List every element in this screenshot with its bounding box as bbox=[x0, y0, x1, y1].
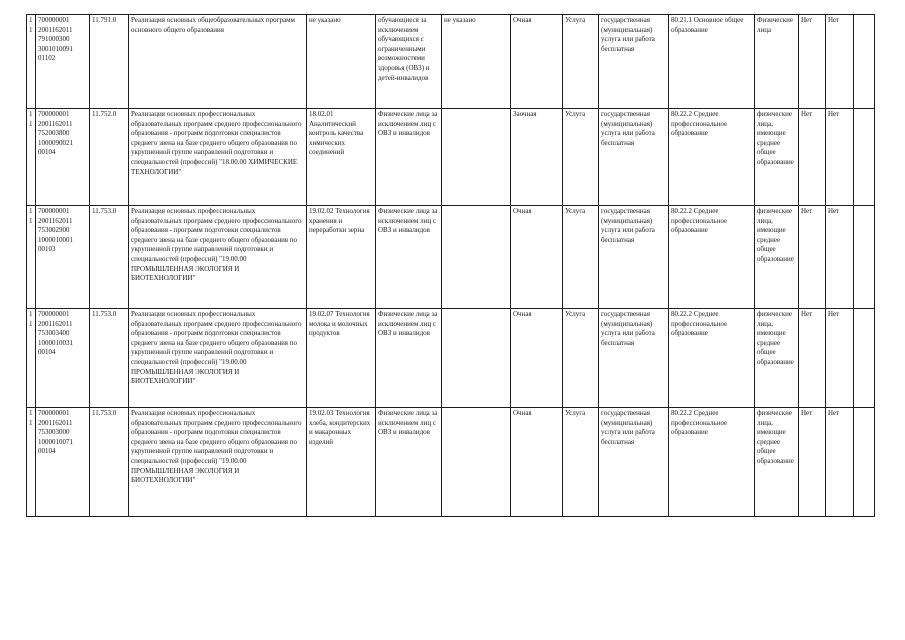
study-form: Заочная bbox=[511, 109, 563, 206]
consumers: физические лица, имеющие среднее общее образование bbox=[755, 408, 799, 517]
empty-cell bbox=[854, 309, 875, 408]
extra-indicator bbox=[442, 206, 511, 309]
row-number: 11 bbox=[27, 408, 36, 517]
specialty: 18.02.01 Аналитический контроль качества химических соединений bbox=[307, 109, 376, 206]
service-name: Реализация основных общеобразовательных программ основного общего образования bbox=[129, 15, 307, 109]
flag-2: Нет bbox=[826, 15, 854, 109]
consumer-category: Физические лица за исключением лиц с ОВЗ и инвалидов bbox=[376, 408, 442, 517]
payment-status: государственная (муниципальная) услуга или работа бесплатная bbox=[599, 109, 669, 206]
service-type: Услуга bbox=[563, 309, 599, 408]
service-name: Реализация основных профессиональных образовательных программ среднего профессионального образования - программ подготовки специалистов среднего звена на базе среднего общего образования по укрупненной группе направлений подготовки и специальностей (профессий) "19.00.00 ПРОМЫШЛЕННАЯ ЭКОЛОГИЯ И БИОТЕХНОЛОГИИ" bbox=[129, 206, 307, 309]
consumers: физические лица, имеющие среднее общее образование bbox=[755, 206, 799, 309]
flag-2: Нет bbox=[826, 408, 854, 517]
study-form: Очная bbox=[511, 206, 563, 309]
service-type: Услуга bbox=[563, 408, 599, 517]
registry-code: 700000001 2001162011 753003000 1000010071 00104 bbox=[36, 408, 90, 517]
specialty: не указано bbox=[307, 15, 376, 109]
okved-code: 11.753.0 bbox=[90, 408, 129, 517]
consumer-category: Физические лица за исключением лиц с ОВЗ и инвалидов bbox=[376, 109, 442, 206]
service-name: Реализация основных профессиональных образовательных программ среднего профессионального образования - программ подготовки специалистов среднего звена на базе среднего общего образования по укрупненной группе направлений подготовки и специальностей (профессий) "19.00.00 ПРОМЫШЛЕННАЯ ЭКОЛОГИЯ И БИОТЕХНОЛОГИИ" bbox=[129, 309, 307, 408]
consumers: Физические лица bbox=[755, 15, 799, 109]
flag-1: Нет bbox=[799, 309, 826, 408]
table-row bbox=[27, 109, 875, 206]
okpd-code: 80.21.1 Основное общее образование bbox=[669, 15, 755, 109]
flag-1: Нет bbox=[799, 15, 826, 109]
specialty: 19.02.03 Технология хлеба, кондитерских и макаронных изделий bbox=[307, 408, 376, 517]
table-row bbox=[27, 408, 875, 517]
payment-status: государственная (муниципальная) услуга или работа бесплатная bbox=[599, 15, 669, 109]
service-name: Реализация основных профессиональных образовательных программ среднего профессионального образования - программ подготовки специалистов среднего звена на базе среднего общего образования по укрупненной группе направлений подготовки и специальностей (профессий) "19.00.00 ПРОМЫШЛЕННАЯ ЭКОЛОГИЯ И БИОТЕХНОЛОГИИ" bbox=[129, 408, 307, 517]
flag-1: Нет bbox=[799, 109, 826, 206]
flag-2: Нет bbox=[826, 206, 854, 309]
row-number: 11 bbox=[27, 206, 36, 309]
flag-2: Нет bbox=[826, 309, 854, 408]
okpd-code: 80.22.2 Среднее профессиональное образование bbox=[669, 109, 755, 206]
consumer-category: Физические лица за исключением лиц с ОВЗ и инвалидов bbox=[376, 206, 442, 309]
registry-code: 700000001 2001162011 752003800 1000090021 00104 bbox=[36, 109, 90, 206]
okved-code: 11.753.0 bbox=[90, 309, 129, 408]
study-form: Очная bbox=[511, 408, 563, 517]
row-number: 11 bbox=[27, 109, 36, 206]
okved-code: 11.752.0 bbox=[90, 109, 129, 206]
service-type: Услуга bbox=[563, 206, 599, 309]
row-number: 11 bbox=[27, 309, 36, 408]
empty-cell bbox=[854, 109, 875, 206]
empty-cell bbox=[854, 15, 875, 109]
study-form: Очная bbox=[511, 15, 563, 109]
consumer-category: Физические лица за исключением лиц с ОВЗ и инвалидов bbox=[376, 309, 442, 408]
okpd-code: 80.22.2 Среднее профессиональное образование bbox=[669, 408, 755, 517]
specialty: 19.02.07 Технология молока и молочных продуктов bbox=[307, 309, 376, 408]
extra-indicator bbox=[442, 408, 511, 517]
empty-cell bbox=[854, 408, 875, 517]
okpd-code: 80.22.2 Среднее профессиональное образование bbox=[669, 206, 755, 309]
flag-1: Нет bbox=[799, 408, 826, 517]
extra-indicator bbox=[442, 109, 511, 206]
table-row bbox=[27, 309, 875, 408]
specialty: 19.02.02 Технология хранения и переработки зерна bbox=[307, 206, 376, 309]
flag-1: Нет bbox=[799, 206, 826, 309]
row-number: 11 bbox=[27, 15, 36, 109]
extra-indicator: не указано bbox=[442, 15, 511, 109]
consumer-category: обучающиеся за исключением обучающихся с ограниченными возможностями здоровья (ОВЗ) и детей-инвалидов bbox=[376, 15, 442, 109]
services-registry-table bbox=[26, 14, 875, 517]
study-form: Очная bbox=[511, 309, 563, 408]
consumers: физические лица, имеющие среднее общее образование bbox=[755, 109, 799, 206]
extra-indicator bbox=[442, 309, 511, 408]
service-name: Реализация основных профессиональных образовательных программ среднего профессионального образования - программ подготовки специалистов среднего звена на базе среднего общего образования по укрупненной группе направлений подготовки и специальностей (профессий) "18.00.00 ХИМИЧЕСКИЕ ТЕХНОЛОГИИ" bbox=[129, 109, 307, 206]
okved-code: 11.791.0 bbox=[90, 15, 129, 109]
flag-2: Нет bbox=[826, 109, 854, 206]
service-type: Услуга bbox=[563, 109, 599, 206]
registry-code: 700000001 2001162011 753002900 1000010001 00103 bbox=[36, 206, 90, 309]
service-type: Услуга bbox=[563, 15, 599, 109]
payment-status: государственная (муниципальная) услуга или работа бесплатная bbox=[599, 309, 669, 408]
payment-status: государственная (муниципальная) услуга или работа бесплатная bbox=[599, 408, 669, 517]
table-row bbox=[27, 206, 875, 309]
okpd-code: 80.22.2 Среднее профессиональное образование bbox=[669, 309, 755, 408]
empty-cell bbox=[854, 206, 875, 309]
registry-code: 700000001 2001162011 753003400 1000010031 00104 bbox=[36, 309, 90, 408]
okved-code: 11.753.0 bbox=[90, 206, 129, 309]
registry-code: 700000001 2001162011 791000300 3001010091 01102 bbox=[36, 15, 90, 109]
table-row bbox=[27, 15, 875, 109]
payment-status: государственная (муниципальная) услуга или работа бесплатная bbox=[599, 206, 669, 309]
consumers: физические лица, имеющие среднее общее образование bbox=[755, 309, 799, 408]
